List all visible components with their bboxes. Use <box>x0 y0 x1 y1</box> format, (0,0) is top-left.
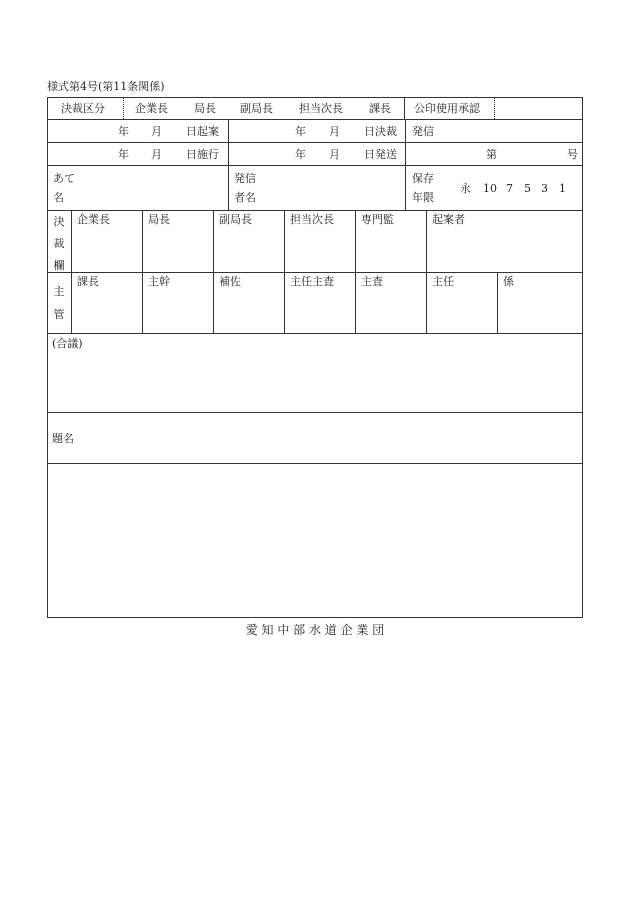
addressee-label: あて <box>53 172 75 185</box>
header-cell: 企業長 <box>135 102 168 115</box>
retention-option: 5 <box>524 182 531 195</box>
col-divider <box>405 119 406 210</box>
col-divider <box>213 210 214 333</box>
decision-day-label: 日決裁 <box>364 125 397 138</box>
row-divider <box>47 119 583 120</box>
category-label: 決裁区分 <box>61 102 105 115</box>
year-label: 年 <box>295 125 306 138</box>
organization-name: 愛 知 中 部 水 道 企 業 団 <box>245 623 385 637</box>
month-label: 月 <box>329 125 340 138</box>
approval-label: 公印使用承認 <box>414 102 480 115</box>
subject-label: 題名 <box>52 432 74 445</box>
row-divider <box>47 333 583 334</box>
header-cell: 課長 <box>369 102 391 115</box>
decision-cell-label: 局長 <box>148 213 170 226</box>
decision-side-char: 欄 <box>53 259 65 272</box>
number-suffix: 号 <box>567 148 578 161</box>
row-divider <box>47 463 583 464</box>
decision-cell-label: 企業長 <box>77 213 110 226</box>
retention-option: 3 <box>541 182 548 195</box>
row-divider <box>47 272 583 273</box>
row-divider <box>47 210 583 211</box>
number-prefix: 第 <box>486 148 497 161</box>
management-cell-label: 課長 <box>77 275 99 288</box>
execution-day-label: 日施行 <box>186 148 219 161</box>
month-label: 月 <box>151 125 162 138</box>
retention-option: 1 <box>559 182 566 195</box>
management-cell-label: 主査 <box>361 275 383 288</box>
retention-option: 10 <box>483 182 497 195</box>
row-divider <box>47 412 583 413</box>
decision-cell-label: 副局長 <box>219 213 252 226</box>
sender-label: 者名 <box>234 191 256 204</box>
draft-day-label: 日起案 <box>186 125 219 138</box>
year-label: 年 <box>118 148 129 161</box>
year-label: 年 <box>118 125 129 138</box>
month-label: 月 <box>329 148 340 161</box>
col-divider <box>142 210 143 333</box>
col-divider <box>404 97 405 119</box>
management-cell-label: 主幹 <box>148 275 170 288</box>
col-divider <box>228 119 229 210</box>
header-cell: 局長 <box>194 102 216 115</box>
decision-side-char: 裁 <box>53 237 65 250</box>
decision-cell-label: 起案者 <box>432 213 465 226</box>
row-divider <box>47 142 583 143</box>
management-cell-label: 主任主査 <box>290 275 334 288</box>
management-cell-label: 主任 <box>432 275 454 288</box>
col-divider <box>426 210 427 333</box>
consultation-label: (合議) <box>52 337 83 350</box>
retention-option: 永 <box>460 182 471 195</box>
decision-cell-label: 担当次長 <box>290 213 334 226</box>
header-cell: 担当次長 <box>299 102 343 115</box>
decision-cell-label: 専門監 <box>361 213 394 226</box>
col-divider <box>497 272 498 333</box>
year-label: 年 <box>295 148 306 161</box>
sender-label: 発信 <box>234 172 256 185</box>
col-divider <box>71 210 72 333</box>
row-divider <box>47 165 583 166</box>
management-side-char: 管 <box>53 308 65 321</box>
dotted-divider <box>494 97 495 119</box>
form-frame <box>47 97 583 618</box>
dotted-divider <box>123 97 124 119</box>
send-label: 発信 <box>412 125 434 138</box>
month-label: 月 <box>151 148 162 161</box>
decision-side-char: 決 <box>53 215 65 228</box>
retention-option: 7 <box>506 182 513 195</box>
retention-label: 年限 <box>412 191 434 204</box>
col-divider <box>284 210 285 333</box>
dispatch-day-label: 日発送 <box>364 148 397 161</box>
management-cell-label: 係 <box>503 275 514 288</box>
col-divider <box>355 210 356 333</box>
form-title: 様式第4号(第11条関係) <box>47 80 165 93</box>
retention-label: 保存 <box>412 172 434 185</box>
management-side-char: 主 <box>53 285 65 298</box>
header-cell: 副局長 <box>240 102 273 115</box>
addressee-label: 名 <box>53 191 64 204</box>
management-cell-label: 補佐 <box>219 275 241 288</box>
